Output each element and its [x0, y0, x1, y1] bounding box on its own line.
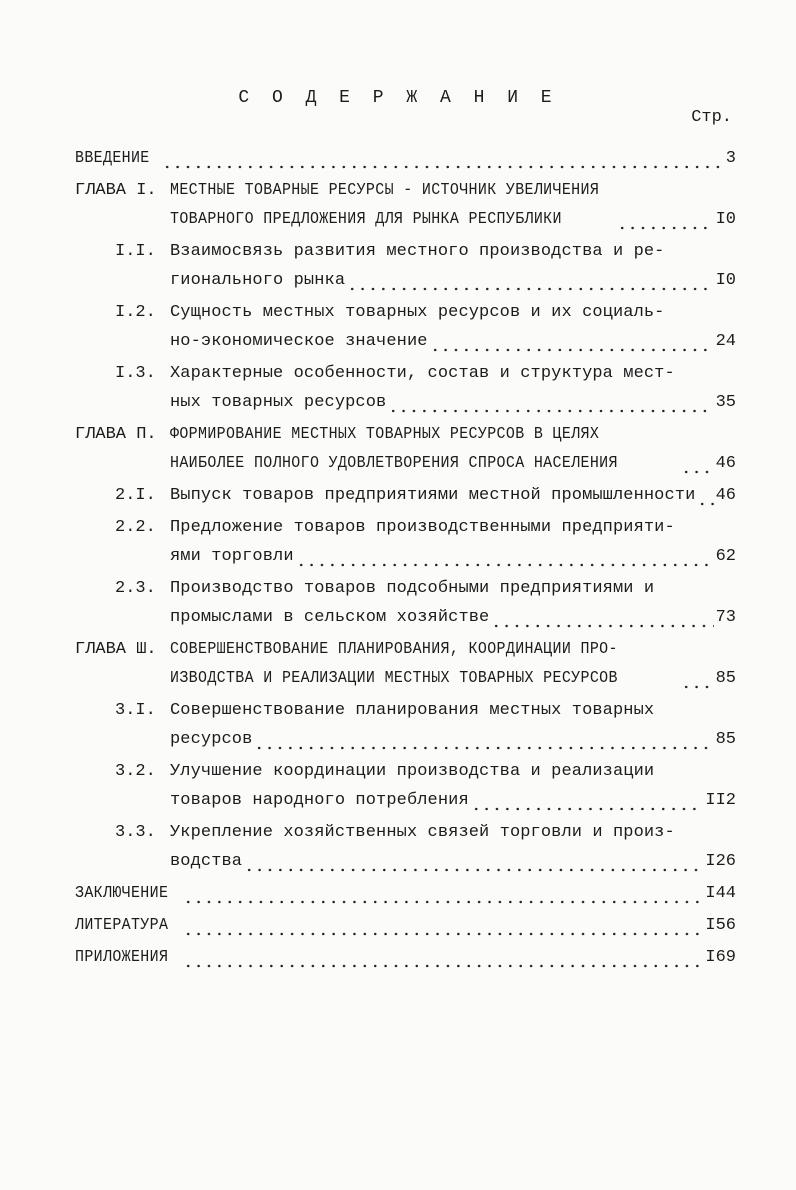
toc-entry-chapter	[75, 176, 736, 234]
entry-number: 2.I.	[115, 486, 156, 505]
entry-last-line	[170, 847, 736, 876]
page-number: 73	[715, 608, 736, 627]
page-number: I56	[705, 916, 736, 935]
entry-title-line: Совершенствование планирования местных товарных	[170, 701, 655, 720]
page-number: 85	[715, 730, 736, 749]
toc-entry-chapter	[75, 420, 736, 478]
entry-body	[170, 574, 736, 632]
entry-body	[170, 359, 736, 417]
entry-last-line	[170, 266, 736, 295]
entry-number: ГЛАВА I.	[75, 181, 157, 200]
entry-number: 3.2.	[115, 762, 156, 781]
entry-title-line: ями торговли	[170, 547, 294, 566]
page-number: I0	[715, 210, 736, 229]
dot-leader	[347, 266, 713, 295]
toc-entry-section	[75, 513, 736, 571]
page-number: 35	[715, 393, 736, 412]
entry-body	[170, 420, 736, 478]
dot-leader	[254, 725, 713, 754]
page-number: I44	[705, 884, 736, 903]
entry-body	[170, 298, 736, 356]
page-number: I0	[715, 271, 736, 290]
entry-body	[170, 696, 736, 754]
entry-last-line	[170, 603, 736, 632]
dot-leader	[244, 847, 703, 876]
toc-entry-section	[75, 298, 736, 356]
entry-last-line	[75, 911, 736, 940]
dot-leader	[681, 449, 714, 478]
entry-title-line: ЛИТЕРАТУРА	[75, 916, 169, 935]
entry-number: ГЛАВА П.	[75, 425, 157, 444]
entry-title-line: Предложение товаров производственными предприяти-	[170, 518, 675, 537]
entry-title-line: промыслами в сельском хозяйстве	[170, 608, 490, 627]
entry-title-line: Улучшение координации производства и реализации	[170, 762, 655, 781]
entry-title-line: СОВЕРШЕНСТВОВАНИЕ ПЛАНИРОВАНИЯ, КООРДИНАЦИИ ПРО-	[170, 640, 618, 659]
entry-number: 2.2.	[115, 518, 156, 537]
entry-body	[75, 879, 736, 908]
entry-body	[170, 635, 736, 693]
entry-body	[170, 513, 736, 571]
toc-entry-section	[75, 237, 736, 295]
entry-last-line	[170, 542, 736, 571]
entry-title-line: ПРИЛОЖЕНИЯ	[75, 948, 169, 967]
dot-leader	[183, 911, 703, 940]
entry-body	[170, 818, 736, 876]
entry-body	[170, 757, 736, 815]
entry-last-line	[170, 664, 736, 693]
page-title: С О Д Е Р Ж А Н И Е	[238, 88, 558, 108]
dot-leader	[183, 879, 703, 908]
entry-title-line: ИЗВОДСТВА И РЕАЛИЗАЦИИ МЕСТНЫХ ТОВАРНЫХ РЕСУРСОВ	[170, 669, 618, 688]
entry-number: 3.3.	[115, 823, 156, 842]
page-column-label: Стр.	[691, 108, 732, 127]
entry-title-line: ВВЕДЕНИЕ	[75, 149, 150, 168]
toc-entry-section	[75, 574, 736, 632]
entry-body	[170, 176, 736, 234]
page-number: II2	[705, 791, 736, 810]
entry-last-line	[170, 725, 736, 754]
entry-body	[170, 237, 736, 295]
entry-number: I.I.	[115, 242, 156, 261]
entry-title-line: Производство товаров подсобными предприятиями и	[170, 579, 655, 598]
entry-title-line: товаров народного потребления	[170, 791, 469, 810]
toc-entry-top	[75, 879, 736, 908]
page-number: 46	[715, 454, 736, 473]
page-number: I69	[705, 948, 736, 967]
entry-number: I.3.	[115, 364, 156, 383]
entry-title-line: ных товарных ресурсов	[170, 393, 387, 412]
entry-body	[75, 144, 736, 173]
dot-leader	[430, 327, 714, 356]
entry-title-line: НАИБОЛЕЕ ПОЛНОГО УДОВЛЕТВОРЕНИЯ СПРОСА НАСЕЛЕНИЯ	[170, 454, 618, 473]
toc-entry-chapter	[75, 635, 736, 693]
toc-entry-section	[75, 757, 736, 815]
entry-last-line	[75, 879, 736, 908]
toc-entry-top	[75, 911, 736, 940]
entry-number: 2.3.	[115, 579, 156, 598]
entry-number: 3.I.	[115, 701, 156, 720]
page-number: 24	[715, 332, 736, 351]
entry-last-line	[75, 943, 736, 972]
dot-leader	[162, 144, 724, 173]
entry-last-line	[170, 327, 736, 356]
entry-title-line: гионального рынка	[170, 271, 346, 290]
page-number: I26	[705, 852, 736, 871]
entry-title-line: Характерные особенности, состав и структура мест-	[170, 364, 675, 383]
page-number: 3	[725, 149, 736, 168]
dot-leader	[296, 542, 714, 571]
entry-title-line: ресурсов	[170, 730, 253, 749]
entry-last-line	[170, 481, 736, 510]
entry-number: ГЛАВА Ш.	[75, 640, 157, 659]
entry-body	[170, 481, 736, 510]
entry-title-line: Взаимосвязь развития местного производства и ре-	[170, 242, 665, 261]
entry-title-line: водства	[170, 852, 243, 871]
entry-title-line: МЕСТНЫЕ ТОВАРНЫЕ РЕСУРСЫ - ИСТОЧНИК УВЕЛИЧЕНИЯ	[170, 181, 600, 200]
entry-title-line: ТОВАРНОГО ПРЕДЛОЖЕНИЯ ДЛЯ РЫНКА РЕСПУБЛИКИ	[170, 210, 562, 229]
dot-leader	[471, 786, 704, 815]
entry-title-line: Выпуск товаров предприятиями местной промышленности	[170, 486, 696, 505]
entry-last-line	[170, 205, 736, 234]
entry-last-line	[170, 388, 736, 417]
entry-last-line	[170, 786, 736, 815]
toc-entry-section	[75, 818, 736, 876]
dot-leader	[183, 943, 703, 972]
toc-entry-section	[75, 696, 736, 754]
entry-title-line: Укрепление хозяйственных связей торговли и произ-	[170, 823, 675, 842]
dot-leader	[681, 664, 714, 693]
entry-body	[75, 943, 736, 972]
entry-body	[75, 911, 736, 940]
toc-entry-top	[75, 943, 736, 972]
toc-entry-section	[75, 481, 736, 510]
toc-entry-top	[75, 144, 736, 173]
entry-number: I.2.	[115, 303, 156, 322]
dot-leader	[617, 205, 713, 234]
toc-entry-section	[75, 359, 736, 417]
table-of-contents	[75, 141, 736, 972]
entry-last-line	[170, 449, 736, 478]
dot-leader	[388, 388, 713, 417]
dot-leader	[491, 603, 713, 632]
page-number: 62	[715, 547, 736, 566]
entry-title-line: но-экономическое значение	[170, 332, 428, 351]
entry-title-line: ЗАКЛЮЧЕНИЕ	[75, 884, 169, 903]
dot-leader	[697, 481, 713, 510]
entry-title-line: Сущность местных товарных ресурсов и их социаль-	[170, 303, 665, 322]
entry-last-line	[75, 144, 736, 173]
page-number: 85	[715, 669, 736, 688]
entry-title-line: ФОРМИРОВАНИЕ МЕСТНЫХ ТОВАРНЫХ РЕСУРСОВ В ЦЕЛЯХ	[170, 425, 600, 444]
page-number: 46	[715, 486, 736, 505]
